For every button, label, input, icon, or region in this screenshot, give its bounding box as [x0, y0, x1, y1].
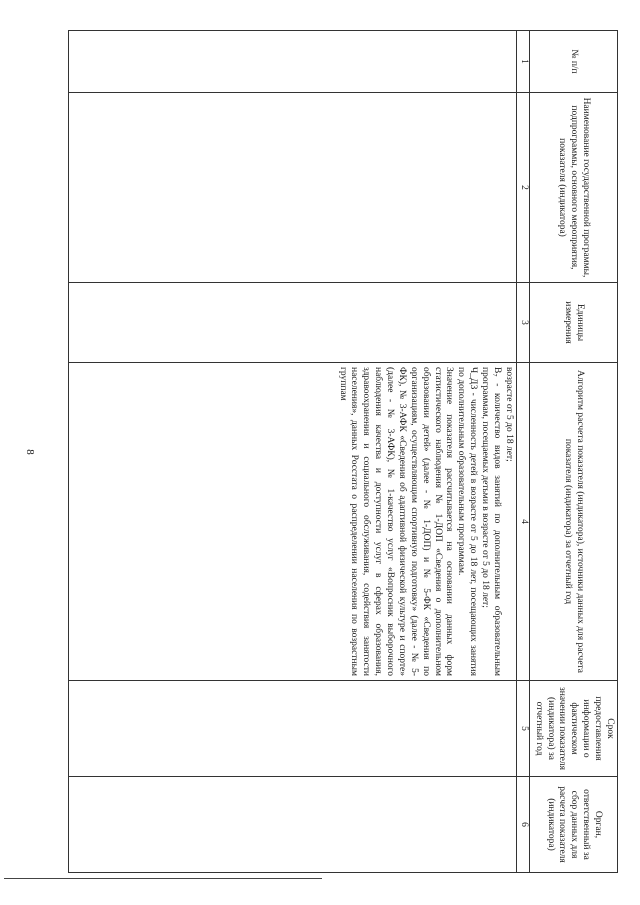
column-number: 2 [516, 93, 529, 283]
column-number: 4 [516, 363, 529, 681]
column-number-row [516, 31, 529, 873]
cell-responsible-body [69, 777, 517, 873]
column-number: 6 [516, 777, 529, 873]
rotated-table-wrapper [68, 30, 618, 872]
header-algorithm: Алгоритм расчета показателя (индикатора), источники данных для расчета показателя (индикатора) за отчетный год [529, 363, 617, 681]
table-row [69, 31, 517, 873]
header-deadline: Срок предоставления информации о фактическом значении показателя (индикатора) за отчетный год [529, 681, 617, 777]
header-number: № п/п [529, 31, 617, 93]
footer-divider [4, 878, 322, 879]
algorithm-line: В₇ - количество видов занятий по дополнительным образовательным программам, посещаемых детьми в возрасте от 5 до 18 лет; [480, 367, 502, 676]
header-program-name: Наименование государственной программы, подпрограммы, основного мероприятия, показателя (индикатора) [529, 93, 617, 283]
cell-number [69, 31, 517, 93]
column-number: 1 [516, 31, 529, 93]
header-row [529, 31, 617, 873]
cell-program-name [69, 93, 517, 283]
header-responsible-body: Орган, ответственный за сбор данных для расчета показателя (индикатора) [529, 777, 617, 873]
column-number: 5 [516, 681, 529, 777]
header-units: Единицы измерения [529, 283, 617, 363]
cell-algorithm [69, 363, 517, 681]
page-number: 8 [24, 449, 36, 455]
algorithm-line: Значение показателя рассчитывается на основании данных форм статистического наблюдения № 1-ДОП «Сведения о дополнительном образовании детей» (далее - № 1-ДОП) и № 5-ФК «Сведения по организациям, осуществляющим спортивную подготовку» (далее - № 5-ФК), № 3-АФК «Сведения об адаптивной физической культуре и спорте» (далее - № 3-АФК), № 1-качество услуг «Вопросник выборочного наблюдения качества и доступности услуг в сферах образования, здравоохранения и социального обслуживания, содействия занятости населения», данных Росстата о распределении населения по возрастным группам [337, 367, 455, 676]
cell-deadline [69, 681, 517, 777]
algorithm-line: возрасте от 5 до 18 лет; [503, 367, 514, 462]
cell-units [69, 283, 517, 363]
column-number: 3 [516, 283, 529, 363]
algorithm-line: Ч_ДЗ - численность детей в возрасте от 5 до 18 лет, посещающих занятия по дополнительным образовательным программам. [456, 367, 479, 676]
indicator-table [68, 30, 618, 873]
